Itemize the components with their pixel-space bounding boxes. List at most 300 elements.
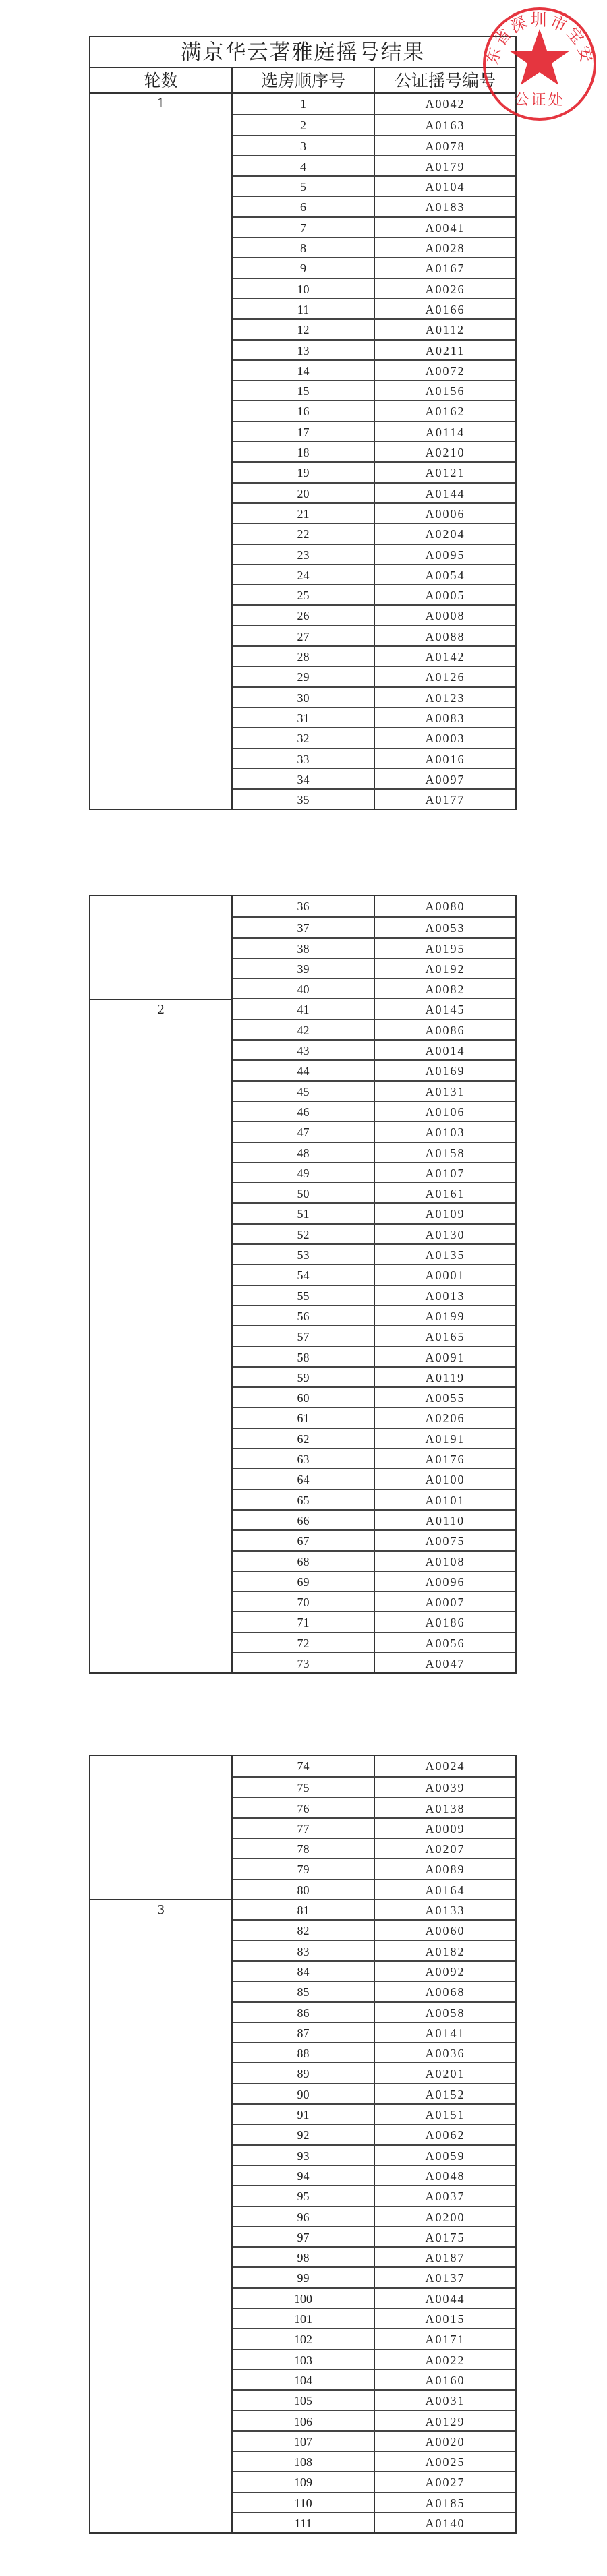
lottery-code: A0095 <box>425 548 465 562</box>
lottery-code: A0164 <box>425 1883 465 1897</box>
lottery-code: A0036 <box>425 2047 465 2061</box>
table-row <box>233 564 515 584</box>
round-cell <box>90 1756 231 1899</box>
lottery-code: A0108 <box>425 1554 465 1569</box>
lottery-code: A0001 <box>425 1268 465 1283</box>
lottery-code: A0137 <box>425 2271 465 2285</box>
table-row <box>233 1285 515 1305</box>
lottery-code: A0015 <box>425 2312 465 2326</box>
order-number: 11 <box>233 299 375 318</box>
order-number: 88 <box>233 2043 375 2062</box>
order-number: 83 <box>233 1941 375 1960</box>
lottery-code: A0008 <box>425 609 465 623</box>
lottery-code: A0167 <box>425 262 465 276</box>
order-number: 90 <box>233 2084 375 2103</box>
table-row <box>233 1879 515 1899</box>
table-row <box>233 625 515 645</box>
round-cell: 1 <box>156 96 165 111</box>
lottery-code: A0192 <box>425 962 465 976</box>
order-number: 104 <box>233 2370 375 2389</box>
order-number: 70 <box>233 1592 375 1611</box>
order-number: 31 <box>233 708 375 727</box>
order-number: 67 <box>233 1531 375 1550</box>
table-row <box>233 666 515 686</box>
table-row <box>233 339 515 359</box>
lottery-code: A0207 <box>425 1842 465 1856</box>
table-row <box>233 1305 515 1325</box>
order-number: 98 <box>233 2248 375 2266</box>
order-number: 25 <box>233 585 375 604</box>
table-row <box>233 502 515 523</box>
order-number: 54 <box>233 1265 375 1284</box>
star-icon <box>509 29 570 85</box>
lottery-code: A0130 <box>425 1227 465 1241</box>
table-row <box>233 380 515 400</box>
lottery-code: A0048 <box>425 2169 465 2183</box>
table-row <box>233 1182 515 1202</box>
lottery-code: A0097 <box>425 772 465 786</box>
order-number: 80 <box>233 1880 375 1899</box>
lottery-code: A0135 <box>425 1248 465 1262</box>
table-row <box>233 2349 515 2369</box>
table-row <box>233 2451 515 2471</box>
lottery-code: A0160 <box>425 2373 465 2387</box>
order-number: 39 <box>233 959 375 978</box>
lottery-code: A0022 <box>425 2353 465 2367</box>
order-number: 22 <box>233 524 375 543</box>
lottery-code: A0165 <box>425 1330 465 1344</box>
table-row <box>233 1264 515 1284</box>
table-row <box>233 958 515 978</box>
order-number: 77 <box>233 1819 375 1838</box>
order-number: 21 <box>233 504 375 523</box>
table-row <box>233 2185 515 2205</box>
table-row <box>233 707 515 727</box>
table-row <box>233 896 515 916</box>
table-row <box>233 686 515 707</box>
lottery-code: A0206 <box>425 1411 465 1426</box>
order-number: 42 <box>233 1020 375 1039</box>
lottery-code: A0123 <box>425 691 465 705</box>
table-row <box>233 1121 515 1141</box>
lottery-code: A0171 <box>425 2333 465 2347</box>
order-number: 8 <box>233 238 375 257</box>
table-row <box>233 1981 515 2001</box>
order-number: 110 <box>233 2493 375 2512</box>
table-row <box>233 1611 515 1631</box>
order-number: 78 <box>233 1839 375 1858</box>
order-number: 41 <box>233 999 375 1018</box>
order-number: 76 <box>233 1798 375 1817</box>
table-row <box>233 441 515 461</box>
order-number: 63 <box>233 1449 375 1468</box>
page-title: 满京华云著雅庭摇号结果 <box>90 37 515 68</box>
table-row <box>233 768 515 788</box>
table-row <box>233 916 515 937</box>
order-number: 96 <box>233 2207 375 2226</box>
lottery-code: A0006 <box>425 506 465 521</box>
lottery-code: A0200 <box>425 2210 465 2224</box>
lottery-code: A0142 <box>425 650 465 664</box>
table-row <box>233 1162 515 1182</box>
table-row <box>233 544 515 564</box>
table-row <box>233 1202 515 1223</box>
lottery-code: A0126 <box>425 670 465 684</box>
lottery-code: A0056 <box>425 1636 465 1650</box>
lottery-code: A0009 <box>425 1821 465 1836</box>
order-number: 12 <box>233 320 375 339</box>
order-number: 5 <box>233 177 375 196</box>
table-row <box>233 1080 515 1101</box>
order-number: 79 <box>233 1859 375 1878</box>
table-row <box>233 298 515 318</box>
order-number: 85 <box>233 1982 375 2001</box>
table-row <box>233 748 515 768</box>
lottery-code: A0156 <box>425 384 465 399</box>
order-number: 84 <box>233 1962 375 1981</box>
order-number: 106 <box>233 2411 375 2430</box>
table-row <box>233 1756 515 1776</box>
order-number: 68 <box>233 1552 375 1571</box>
round-cell: 2 <box>90 999 231 1673</box>
table-row <box>233 937 515 958</box>
order-number: 14 <box>233 361 375 380</box>
order-number: 62 <box>233 1429 375 1448</box>
lottery-code: A0104 <box>425 180 465 194</box>
table-row <box>233 278 515 298</box>
table-row <box>233 1039 515 1059</box>
order-number: 56 <box>233 1306 375 1325</box>
table-row <box>233 135 515 155</box>
lottery-code: A0114 <box>425 425 465 439</box>
table-row <box>233 2492 515 2512</box>
table-row <box>233 1428 515 1448</box>
lottery-code: A0039 <box>425 1781 465 1795</box>
order-number: 23 <box>233 545 375 564</box>
table-row <box>233 421 515 441</box>
order-number: 2 <box>233 115 375 134</box>
table-row <box>233 2266 515 2287</box>
order-number: 10 <box>233 279 375 298</box>
order-number: 86 <box>233 2003 375 2022</box>
order-number: 102 <box>233 2329 375 2348</box>
order-number: 105 <box>233 2391 375 2409</box>
order-number: 38 <box>233 939 375 958</box>
lottery-code: A0024 <box>425 1759 465 1773</box>
table-row <box>233 2226 515 2246</box>
order-number: 37 <box>233 918 375 937</box>
lottery-code: A0185 <box>425 2496 465 2510</box>
order-number: 60 <box>233 1388 375 1407</box>
table-row <box>233 1632 515 1652</box>
lottery-code: A0187 <box>425 2251 465 2265</box>
table-row <box>233 2144 515 2165</box>
round-column <box>90 896 233 1672</box>
lottery-code: A0055 <box>425 1391 465 1405</box>
order-number: 30 <box>233 688 375 707</box>
lottery-code: A0027 <box>425 2476 465 2490</box>
lottery-code: A0211 <box>425 343 465 357</box>
order-number: 55 <box>233 1286 375 1305</box>
table-row <box>233 2165 515 2185</box>
table-row <box>233 1817 515 1838</box>
lottery-code: A0075 <box>425 1534 465 1548</box>
order-number: 103 <box>233 2350 375 2369</box>
lottery-code: A0016 <box>425 752 465 766</box>
table-row <box>233 94 515 114</box>
order-number: 53 <box>233 1245 375 1264</box>
lottery-code: A0089 <box>425 1863 465 1877</box>
table-row <box>233 1509 515 1529</box>
order-number: 7 <box>233 218 375 237</box>
lottery-code: A0129 <box>425 2414 465 2428</box>
order-number: 71 <box>233 1612 375 1631</box>
lottery-code: A0166 <box>425 302 465 316</box>
table-row <box>233 1407 515 1427</box>
table-row <box>233 1468 515 1488</box>
table-row <box>233 978 515 998</box>
header-order: 选房顺序号 <box>233 68 375 92</box>
table-row <box>233 2430 515 2451</box>
table-row <box>233 727 515 747</box>
order-number: 3 <box>233 136 375 155</box>
table-row <box>233 155 515 175</box>
stamp-text-bottom: 公证处 <box>514 92 565 109</box>
order-number: 15 <box>233 381 375 400</box>
order-number: 109 <box>233 2472 375 2491</box>
order-number: 47 <box>233 1122 375 1141</box>
order-number: 108 <box>233 2452 375 2471</box>
lottery-code: A0169 <box>425 1064 465 1078</box>
order-number: 27 <box>233 626 375 645</box>
table-row <box>233 2369 515 2389</box>
table-body <box>90 896 515 1672</box>
lottery-code: A0195 <box>425 941 465 956</box>
table-row <box>233 1591 515 1611</box>
stamp-text-top: 东省深圳市宝安 <box>482 10 597 67</box>
table-row <box>233 523 515 543</box>
order-number: 1 <box>233 94 375 114</box>
order-number: 72 <box>233 1633 375 1652</box>
order-number: 58 <box>233 1347 375 1366</box>
lottery-code: A0144 <box>425 486 465 500</box>
table-body <box>90 94 515 809</box>
lottery-code: A0151 <box>425 2108 465 2122</box>
order-number: 82 <box>233 1921 375 1939</box>
table-row <box>233 1142 515 1162</box>
lottery-code: A0141 <box>425 2026 465 2040</box>
lottery-code: A0140 <box>425 2516 465 2530</box>
lottery-code: A0041 <box>425 221 465 235</box>
table-row <box>233 175 515 196</box>
lottery-code: A0026 <box>425 282 465 296</box>
table-row <box>233 216 515 237</box>
order-number: 46 <box>233 1102 375 1121</box>
order-number: 34 <box>233 769 375 788</box>
lottery-code: A0145 <box>425 1003 465 1017</box>
table-row <box>233 1101 515 1121</box>
lottery-code: A0068 <box>425 1985 465 1999</box>
order-number: 35 <box>233 790 375 809</box>
lottery-code: A0191 <box>425 1432 465 1446</box>
lottery-code: A0201 <box>425 2067 465 2081</box>
table-body <box>90 1756 515 2532</box>
round-column <box>90 94 233 809</box>
table-row <box>233 482 515 502</box>
order-number: 64 <box>233 1469 375 1488</box>
lottery-code: A0112 <box>425 323 465 337</box>
order-number: 100 <box>233 2289 375 2308</box>
order-number: 18 <box>233 442 375 461</box>
lottery-code: A0163 <box>425 119 465 133</box>
table-row <box>233 1386 515 1407</box>
table-row <box>233 788 515 809</box>
lottery-code: A0025 <box>425 2455 465 2469</box>
table-row <box>233 359 515 380</box>
order-number: 69 <box>233 1572 375 1591</box>
lottery-code: A0110 <box>425 1513 465 1527</box>
lottery-code: A0014 <box>425 1044 465 1058</box>
lottery-code: A0072 <box>425 363 465 378</box>
round-column <box>90 1756 233 2532</box>
order-number: 51 <box>233 1204 375 1223</box>
header-code: 公证摇号编号 <box>394 71 496 90</box>
order-number: 107 <box>233 2432 375 2451</box>
lottery-code: A0107 <box>425 1166 465 1180</box>
table-row <box>233 1059 515 1080</box>
order-number: 87 <box>233 2023 375 2042</box>
order-number: 111 <box>233 2513 375 2532</box>
lottery-code: A0005 <box>425 589 465 603</box>
table-row <box>233 1571 515 1591</box>
lottery-code: A0158 <box>425 1146 465 1160</box>
order-number: 24 <box>233 565 375 584</box>
table-row <box>233 1366 515 1386</box>
table-row <box>233 2103 515 2124</box>
lottery-code: A0119 <box>425 1370 465 1384</box>
order-number: 89 <box>233 2063 375 2082</box>
order-number: 44 <box>233 1061 375 1080</box>
lottery-code: A0080 <box>425 900 465 913</box>
order-number: 57 <box>233 1326 375 1345</box>
table-row <box>233 237 515 257</box>
table-row <box>233 2512 515 2532</box>
table-row <box>233 2389 515 2409</box>
lottery-code: A0177 <box>425 793 465 807</box>
lottery-table-page-2 <box>89 895 517 1674</box>
table-row <box>233 1838 515 1858</box>
lottery-code: A0183 <box>425 200 465 214</box>
table-row <box>233 1346 515 1366</box>
order-number: 101 <box>233 2309 375 2328</box>
table-row <box>233 1919 515 1939</box>
table-row <box>233 2022 515 2042</box>
table-row <box>233 2042 515 2062</box>
table-row <box>233 196 515 216</box>
table-row <box>233 1960 515 1981</box>
order-number: 49 <box>233 1163 375 1182</box>
lottery-code: A0101 <box>425 1493 465 1507</box>
table-row <box>233 257 515 277</box>
order-number: 16 <box>233 401 375 420</box>
lottery-code: A0047 <box>425 1656 465 1670</box>
lottery-code: A0062 <box>425 2128 465 2142</box>
lottery-code: A0100 <box>425 1473 465 1487</box>
lottery-code: A0020 <box>425 2434 465 2449</box>
lottery-code: A0013 <box>425 1289 465 1303</box>
lottery-code: A0131 <box>425 1084 465 1099</box>
round-cell: 3 <box>90 1899 231 2532</box>
lottery-code: A0121 <box>425 466 465 480</box>
lottery-code: A0199 <box>425 1309 465 1323</box>
order-number: 94 <box>233 2166 375 2185</box>
table-row <box>233 1776 515 1796</box>
order-number: 40 <box>233 979 375 998</box>
order-number: 52 <box>233 1225 375 1243</box>
order-number: 50 <box>233 1183 375 1202</box>
table-row <box>233 2287 515 2308</box>
lottery-code: A0028 <box>425 241 465 256</box>
table-row <box>233 2246 515 2266</box>
lottery-code: A0082 <box>425 983 465 997</box>
table-row <box>233 114 515 134</box>
lottery-code: A0007 <box>425 1596 465 1610</box>
lottery-code: A0138 <box>425 1801 465 1815</box>
lottery-code: A0152 <box>425 2087 465 2101</box>
order-number: 29 <box>233 667 375 686</box>
table-row <box>233 2062 515 2082</box>
lottery-code: A0175 <box>425 2230 465 2244</box>
order-number: 45 <box>233 1082 375 1101</box>
lottery-code: A0086 <box>425 1023 465 1037</box>
order-number: 91 <box>233 2105 375 2124</box>
order-number: 75 <box>233 1778 375 1796</box>
table-row <box>233 461 515 481</box>
table-row <box>233 1243 515 1264</box>
lottery-code: A0179 <box>425 159 465 173</box>
table-row <box>233 1448 515 1468</box>
order-number: 6 <box>233 197 375 216</box>
table-row <box>233 2471 515 2491</box>
lottery-code: A0044 <box>425 2291 465 2306</box>
lottery-code: A0096 <box>425 1575 465 1589</box>
table-row <box>233 2308 515 2328</box>
order-number: 9 <box>233 258 375 277</box>
table-row <box>233 1899 515 1919</box>
order-number: 17 <box>233 422 375 441</box>
order-number: 20 <box>233 484 375 502</box>
order-number: 36 <box>233 896 375 916</box>
lottery-code: A0210 <box>425 446 465 460</box>
order-number: 92 <box>233 2125 375 2144</box>
header-round: 轮数 <box>90 68 233 92</box>
order-number: 99 <box>233 2268 375 2287</box>
lottery-code: A0176 <box>425 1453 465 1467</box>
lottery-table-page-3 <box>89 1755 517 2534</box>
order-number: 74 <box>233 1756 375 1776</box>
table-row <box>233 1325 515 1345</box>
lottery-code: A0103 <box>425 1125 465 1140</box>
order-number: 26 <box>233 606 375 624</box>
table-row <box>233 318 515 339</box>
lottery-code: A0078 <box>425 139 465 153</box>
order-number: 43 <box>233 1041 375 1059</box>
order-number: 61 <box>233 1408 375 1427</box>
lottery-code: A0054 <box>425 568 465 582</box>
order-number: 48 <box>233 1143 375 1162</box>
lottery-code: A0091 <box>425 1350 465 1364</box>
table-row <box>233 2001 515 2022</box>
